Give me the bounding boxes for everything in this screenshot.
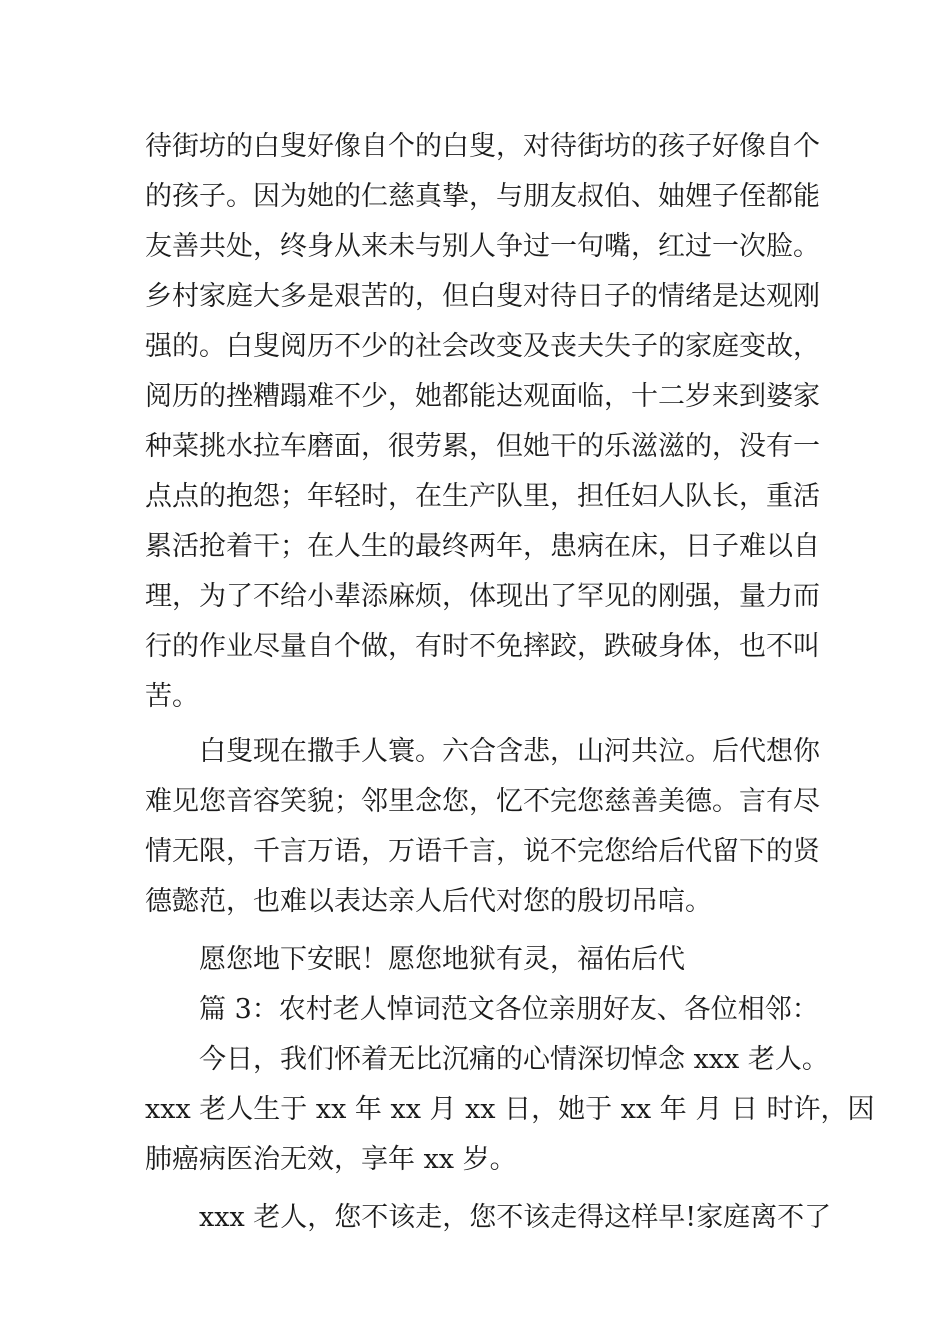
text-line: 肺癌病医治无效，享年 xx 岁。: [145, 1144, 517, 1175]
text-line: 种菜挑水拉车磨面，很劳累，但她干的乐滋滋的，没有一: [145, 431, 820, 462]
text-line: 乡村家庭大多是艰苦的，但白叟对待日子的情绪是达观刚: [145, 281, 820, 312]
section-heading: 篇 3：农村老人悼词范文各位亲朋好友、各位相邻：: [199, 994, 819, 1025]
text-line: 情无限，千言万语，万语千言，说不完您给后代留下的贤: [145, 836, 820, 867]
text-line: 待街坊的白叟好像自个的白叟，对待街坊的孩子好像自个: [145, 131, 820, 162]
document-body: [145, 122, 875, 1243]
paragraph-first-line: xxx 老人，您不该走，您不该走得这样早!家庭离不了: [199, 1202, 832, 1233]
text-line: 理，为了不给小辈添麻烦，体现出了罕见的刚强，量力而: [145, 581, 820, 612]
text-line: 阅历的挫糟蹋难不少，她都能达观面临，十二岁来到婆家: [145, 381, 820, 412]
paragraph-first-line: 今日，我们怀着无比沉痛的心情深切悼念 xxx 老人。: [199, 1044, 829, 1075]
paragraph-first-line: 愿您地下安眠！愿您地狱有灵，福佑后代: [199, 944, 685, 975]
text-line: 强的。白叟阅历不少的社会改变及丧夫失子的家庭变故，: [145, 331, 820, 362]
text-line: 苦。: [145, 681, 199, 712]
text-line: xxx 老人生于 xx 年 xx 月 xx 日，她于 xx 年 月 日 时许，因: [145, 1094, 875, 1125]
text-line: 难见您音容笑貌；邻里念您，忆不完您慈善美德。言有尽: [145, 786, 820, 817]
paragraph-first-line: 白叟现在撒手人寰。六合含悲，山河共泣。后代想你: [199, 736, 820, 767]
text-line: 点点的抱怨；年轻时，在生产队里，担任妇人队长，重活: [145, 481, 820, 512]
text-line: 的孩子。因为她的仁慈真挚，与朋友叔伯、妯娌子侄都能: [145, 181, 820, 212]
text-line: 累活抢着干；在人生的最终两年，患病在床，日子难以自: [145, 531, 820, 562]
text-line: 德懿范，也难以表达亲人后代对您的殷切吊唁。: [145, 886, 712, 917]
text-line: 友善共处，终身从来未与别人争过一句嘴，红过一次脸。: [145, 231, 820, 262]
text-line: 行的作业尽量自个做，有时不免摔跤，跌破身体，也不叫: [145, 631, 820, 662]
